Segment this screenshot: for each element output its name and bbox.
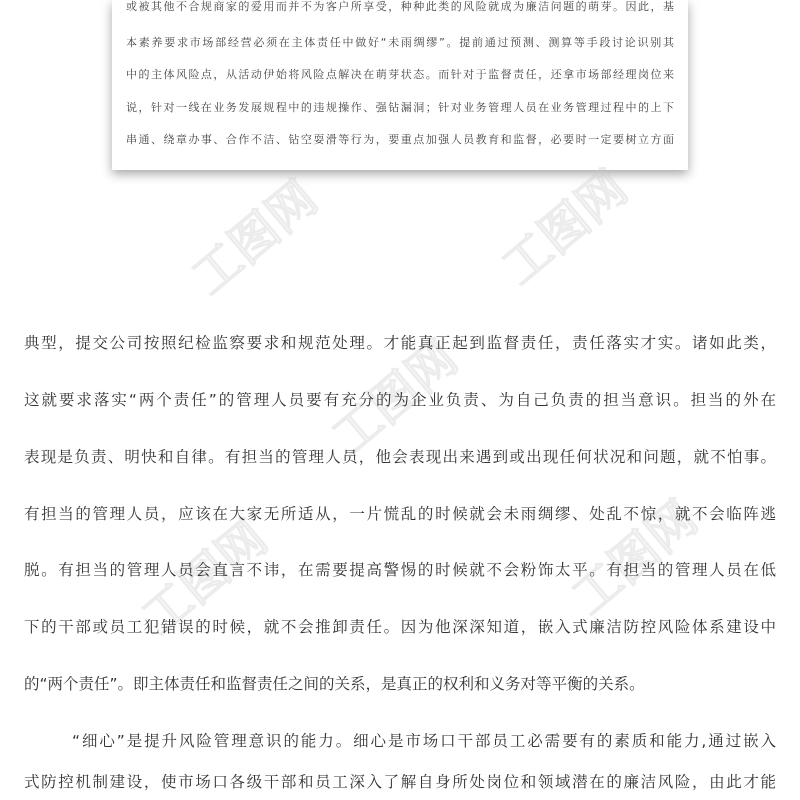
card-text-line: 本素养要求市场部经营必须在主体责任中做好“未雨绸缪”。提前通过预测、测算等手段讨论识别其 (126, 36, 674, 49)
watermark: 工图网 (181, 170, 329, 306)
body-text-line: 式防控机制建设，使市场口各级干部和员工深入了解自身所处岗位和领域潜在的廉洁风险，由此才能 (24, 773, 776, 791)
card-text-line: 或被其他不合规商家的爱用而并不为客户所享受，种种此类的风险就成为廉洁问题的萌芽。因此，基 (126, 0, 674, 13)
body-text-line: “细心”是提升风险管理意识的能力。细心是市场口干部员工必需要有的素质和能力,通过嵌入 (72, 732, 776, 750)
watermark: 工图网 (491, 160, 639, 296)
body-text-line: 这就要求落实“两个责任”的管理人员要有充分的为企业负责、为自己负责的担当意识。担当的外在 (24, 391, 776, 409)
watermark: 工图网 (131, 510, 279, 646)
body-text-line: 的“两个责任”。即主体责任和监督责任之间的关系，是真正的权利和义务对等平衡的关系。 (24, 675, 645, 693)
body-text-line: 下的干部或员工犯错误的时候，就不会推卸责任。因为他深深知道，嵌入式廉洁防控风险体系建设中 (24, 618, 776, 636)
body-text-line: 脱。有担当的管理人员会直言不讳，在需要提高警惕的时候就不会粉饰太平。有担当的管理人员在低 (24, 561, 776, 579)
card-text-line: 串通、绕章办事、合作不洁、钻空耍滑等行为，要重点加强人员教育和监督，必要时一定要树立方面 (126, 133, 674, 146)
card-text-line: 说，针对一线在业务发展规程中的违规操作、强钻漏洞；针对业务管理人员在业务管理过程中的上下 (126, 101, 674, 114)
body-text-line: 有担当的管理人员，应该在大家无所适从，一片慌乱的时候就会未雨绸缪、处乱不惊，就不会临阵逃 (24, 505, 776, 523)
watermark: 工图网 (561, 490, 709, 626)
card-text-line: 中的主体风险点，从活动伊始将风险点解决在萌芽状态。而针对于监督责任，还拿市场部经理岗位来 (126, 68, 674, 81)
watermark: 工图网 (321, 330, 469, 466)
quoted-document-card (112, 0, 688, 170)
body-text-line: 典型，提交公司按照纪检监察要求和规范处理。才能真正起到监督责任，责任落实才实。诸如此类， (24, 334, 776, 352)
body-text-line: 表现是负责、明快和自律。有担当的管理人员，他会表现出来遇到或出现任何状况和问题，就不怕事。 (24, 448, 776, 466)
